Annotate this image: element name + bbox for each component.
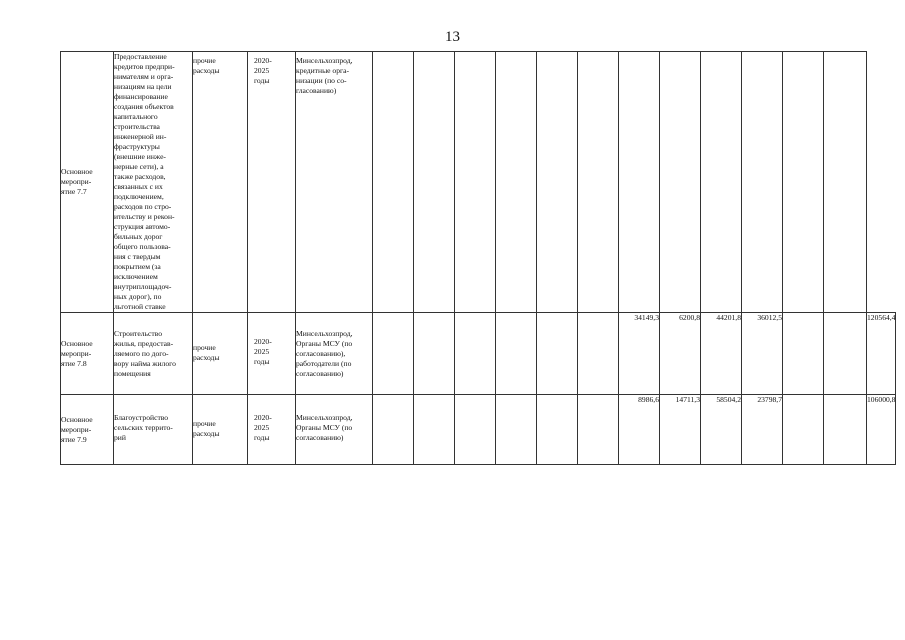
value-cell bbox=[783, 313, 824, 395]
value-cell: 58504,2 bbox=[701, 395, 742, 465]
value-cell bbox=[824, 313, 867, 395]
value-cell: 23798,7 bbox=[742, 395, 783, 465]
period-cell bbox=[248, 52, 296, 313]
value-cell bbox=[578, 313, 619, 395]
value-cell: 44201,8 bbox=[701, 313, 742, 395]
value-cell bbox=[537, 52, 578, 313]
value-cell bbox=[373, 52, 414, 313]
value-cell bbox=[496, 52, 537, 313]
value-cell bbox=[701, 52, 742, 313]
program-activities-table bbox=[60, 51, 896, 465]
value-cell bbox=[537, 313, 578, 395]
value-cell bbox=[660, 52, 701, 313]
value-cell bbox=[373, 395, 414, 465]
activity-description-cell bbox=[114, 52, 193, 313]
value-cell bbox=[783, 52, 824, 313]
value-cell bbox=[414, 52, 455, 313]
executor: Минсельхозпрод, Органы МСУ (по согласованию), работодатели (по согласованию) bbox=[296, 329, 353, 378]
expense-type-cell bbox=[193, 313, 248, 395]
table-row bbox=[61, 395, 896, 465]
value-cell bbox=[373, 313, 414, 395]
activity-name-cell bbox=[61, 395, 114, 465]
total-cell: 106000,8 bbox=[867, 395, 896, 465]
expense-type: прочие расходы bbox=[193, 56, 220, 75]
period: 2020- 2025 годы bbox=[254, 413, 272, 442]
period: 2020- 2025 годы bbox=[254, 56, 272, 85]
value-cell bbox=[455, 395, 496, 465]
value-cell bbox=[496, 313, 537, 395]
value-cell bbox=[414, 313, 455, 395]
activity-description: Предоставление кредитов предпри- нимателям и орга- низациям на цели финансирование создания объектов капитального строительства инженерной ин- фраструктуры (внешние инже- нерные сети), а также расходов, связанных с их подключением, расходов по стро- ительству и рекон- струкция автомо- бильных дорог общего пользова- ния с твердым покрытием (за исключением внутриплощадоч- ных дорог), по льготной ставке bbox=[114, 52, 175, 311]
executor: Минсельхозпрод, Органы МСУ (по согласованию) bbox=[296, 413, 353, 442]
value-cell bbox=[742, 52, 783, 313]
executor-cell bbox=[296, 313, 373, 395]
activity-name-cell bbox=[61, 52, 114, 313]
activity-name: Основное меропри- ятие 7.7 bbox=[61, 167, 93, 196]
value-cell: 14711,3 bbox=[660, 395, 701, 465]
activity-name: Основное меропри- ятие 7.8 bbox=[61, 338, 93, 368]
value-cell: 36012,5 bbox=[742, 313, 783, 395]
value-cell bbox=[455, 313, 496, 395]
total-cell: 120564,4 bbox=[867, 313, 896, 395]
value-cell bbox=[824, 395, 867, 465]
expense-type: прочие расходы bbox=[193, 419, 220, 438]
expense-type: прочие расходы bbox=[193, 343, 220, 362]
executor: Минсельхозпрод, кредитные орга- низации (по со- гласованию) bbox=[296, 56, 353, 95]
executor-cell bbox=[296, 395, 373, 465]
value-cell bbox=[414, 395, 455, 465]
period: 2020- 2025 годы bbox=[254, 337, 272, 366]
period-cell bbox=[248, 395, 296, 465]
table-row bbox=[61, 313, 896, 395]
page-number: 13 bbox=[445, 29, 460, 45]
executor-cell bbox=[296, 52, 373, 313]
value-cell bbox=[619, 52, 660, 313]
value-cell bbox=[578, 52, 619, 313]
value-cell bbox=[537, 395, 578, 465]
value-cell bbox=[824, 52, 867, 313]
value-cell bbox=[783, 395, 824, 465]
activity-name-cell bbox=[61, 313, 114, 395]
activity-description-cell bbox=[114, 395, 193, 465]
value-cell bbox=[578, 395, 619, 465]
activity-description: Строительство жилья, предостав- ляемого по дого- вору найма жилого помещения bbox=[114, 329, 176, 378]
value-cell: 6200,8 bbox=[660, 313, 701, 395]
period-cell bbox=[248, 313, 296, 395]
value-cell: 8986,6 bbox=[619, 395, 660, 465]
value-cell bbox=[496, 395, 537, 465]
expense-type-cell bbox=[193, 395, 248, 465]
table-row bbox=[61, 52, 896, 313]
value-cell bbox=[455, 52, 496, 313]
activity-name: Основное меропри- ятие 7.9 bbox=[61, 414, 93, 444]
expense-type-cell bbox=[193, 52, 248, 313]
activity-description-cell bbox=[114, 313, 193, 395]
activity-description: Благоустройство сельских террито- рий bbox=[114, 413, 173, 442]
value-cell: 34149,3 bbox=[619, 313, 660, 395]
